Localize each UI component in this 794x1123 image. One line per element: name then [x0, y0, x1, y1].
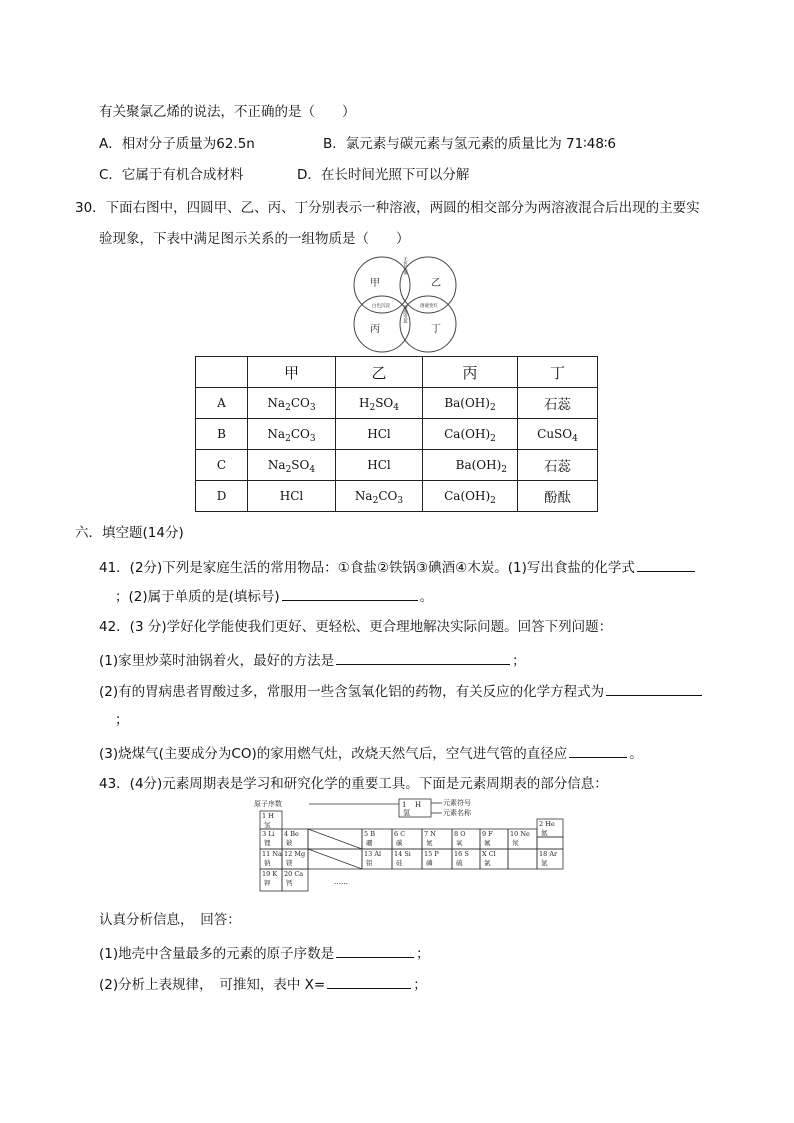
element-cell-ar: 18 Ar — [539, 850, 558, 858]
option-b: B．氯元素与碳元素与氢元素的质量比为 71∶48∶6 — [323, 136, 617, 152]
venn-label-ding: 丁 — [431, 324, 441, 335]
row-label: D — [196, 481, 248, 512]
venn-overlap-bottom: 溶液变蓝 — [402, 305, 408, 323]
element-cell-ca: 20 Ca — [284, 870, 304, 878]
row-label: C — [196, 450, 248, 481]
venn-label-yi: 乙 — [431, 278, 441, 289]
element-cell-s: 16 S — [454, 850, 469, 858]
formula-cell: HCl — [336, 450, 423, 481]
q42-part3: (3)烧煤气(主要成分为CO)的家用燃气灶，改烧天然气后，空气进气管的直径应 。 — [99, 743, 643, 763]
element-cell-na: 11 Na — [262, 850, 282, 858]
element-name-s: 硫 — [456, 859, 463, 867]
element-cell-mg: 12 Mg — [284, 850, 306, 858]
periodic-table-figure — [254, 797, 569, 897]
table-header-row — [196, 357, 598, 388]
element-cell-he: 2 He — [539, 820, 555, 828]
element-cell-n: 7 N — [424, 830, 436, 838]
q43-part2: (2)分析上表规律， 可推知，表中 X= ； — [99, 974, 427, 994]
row-label: A — [196, 388, 248, 419]
venn-overlap-left: 白色沉淀 — [372, 304, 390, 309]
element-name-ne: 氖 — [512, 839, 519, 847]
table-row — [196, 419, 598, 450]
element-name-mg: 镁 — [286, 859, 293, 867]
element-name-c: 碳 — [396, 839, 403, 847]
q42-part2: (2)有的胃病患者胃酸过多，常服用一些含氢氧化铝的药物，有关反应的化学方程式为 — [99, 681, 704, 701]
element-name-k: 钾 — [264, 879, 271, 887]
q42-stem: 42．(3 分)学好化学能使我们更好、更轻松、更合理地解决实际问题。回答下列问题： — [99, 619, 613, 635]
answer-blank[interactable] — [327, 974, 411, 989]
q41-line1: 41．(2分)下列是家庭生活的常用物品：①食盐②铁锅③碘酒④木炭。(1)写出食盐的化学式 — [99, 557, 697, 577]
answer-blank[interactable] — [637, 557, 695, 572]
element-name-b: 硼 — [366, 839, 373, 847]
element-name-ca: 钙 — [286, 879, 293, 887]
option-a: A．相对分子质量为62.5n — [99, 136, 255, 152]
element-cell-p: 15 P — [424, 850, 439, 858]
ellipsis: …… — [334, 878, 348, 886]
row-label: B — [196, 419, 248, 450]
choices-table — [195, 356, 598, 512]
indicator-cell: 石蕊 — [518, 388, 598, 419]
table-header-cell: 乙 — [336, 357, 423, 388]
element-name-p: 磷 — [426, 859, 433, 867]
element-name-he: 氦 — [541, 829, 548, 837]
element-cell-si: 14 Si — [394, 850, 411, 858]
table-row — [196, 388, 598, 419]
element-cell-cl: X Cl — [482, 850, 496, 858]
question-stem: 有关聚氯乙烯的说法，不正确的是（ ） — [99, 104, 356, 120]
answer-blank[interactable] — [282, 586, 418, 601]
q30-line2: 验现象，下表中满足图示关系的一组物质是（ ） — [99, 231, 410, 247]
legend-atomic-number-label: 原子序数 — [254, 800, 282, 808]
venn-diagram — [353, 254, 457, 354]
element-name-be: 铍 — [286, 839, 293, 847]
section-title: 六．填空题(14分) — [75, 525, 184, 541]
venn-label-jia: 甲 — [370, 278, 380, 289]
q42-part2-end: ； — [115, 712, 129, 728]
legend-name-label: 元素名称 — [443, 809, 471, 817]
answer-blank[interactable] — [606, 681, 702, 696]
element-name-f: 氟 — [484, 839, 491, 847]
formula-cell: $Na_2CO_3$ — [248, 388, 336, 419]
element-name-al: 铝 — [366, 859, 373, 867]
formula-cell: $Na_2SO_4$ — [248, 450, 336, 481]
formula-cell: $Ba(OH)_2$ — [423, 388, 518, 419]
formula-cell: $Na_2CO_3$ — [248, 419, 336, 450]
element-cell-o: 8 O — [454, 830, 466, 838]
element-name-na: 钠 — [264, 859, 271, 867]
element-name-n: 氮 — [426, 839, 433, 847]
table-header-cell: 甲 — [248, 357, 336, 388]
formula-cell: $Ca(OH)_2$ — [423, 419, 518, 450]
legend-key-name: 氢 — [403, 809, 410, 817]
q43-stem: 43．(4分)元素周期表是学习和研究化学的重要工具。下面是元素周期表的部分信息： — [99, 776, 608, 792]
element-cell-be: 4 Be — [284, 830, 299, 838]
q43-part1: (1)地壳中含量最多的元素的原子序数是 ； — [99, 943, 430, 963]
formula-cell: HCl — [248, 481, 336, 512]
answer-blank[interactable] — [336, 943, 414, 958]
element-name-ar: 氩 — [541, 859, 548, 867]
legend-symbol-label: 元素符号 — [443, 799, 471, 807]
q41-line2: ；(2)属于单质的是(填标号) 。 — [115, 586, 433, 606]
formula-cell: HCl — [336, 419, 423, 450]
option-d: D．在长时间光照下可以分解 — [297, 167, 470, 183]
q43-note: 认真分析信息， 回答： — [99, 912, 241, 928]
element-cell-h: 1 H — [262, 812, 274, 820]
venn-overlap-top: 无色气体 — [402, 257, 408, 275]
element-cell-c: 6 C — [394, 830, 406, 838]
periodic-table-excerpt — [254, 797, 569, 897]
element-cell-k: 19 K — [262, 870, 278, 878]
element-cell-li: 3 Li — [262, 830, 275, 838]
element-name-h: 氢 — [264, 821, 271, 829]
answer-blank[interactable] — [336, 650, 510, 665]
element-cell-b: 5 B — [364, 830, 375, 838]
venn-label-bing: 丙 — [370, 324, 380, 335]
legend-key-number: 1 — [402, 801, 407, 809]
q42-part1: (1)家里炒菜时油锅着火，最好的方法是 ； — [99, 650, 526, 670]
table-row — [196, 450, 598, 481]
formula-cell: CuSO$_4$ — [518, 419, 598, 450]
formula-cell: $H_2SO_4$ — [336, 388, 423, 419]
formula-cell: $Ca(OH)_2$ — [423, 481, 518, 512]
venn-overlap-right: 溶液变红 — [420, 304, 438, 309]
formula-cell: $Na_2CO_3$ — [336, 481, 423, 512]
element-cell-al: 13 Al — [364, 850, 382, 858]
element-name-cl: 氯 — [484, 859, 491, 867]
table-header-cell: 丁 — [518, 357, 598, 388]
element-cell-ne: 10 Ne — [510, 830, 530, 838]
element-name-li: 锂 — [264, 839, 271, 847]
answer-blank[interactable] — [569, 743, 627, 758]
q30-line1: 30．下面右图中，四圆甲、乙、丙、丁分别表示一种溶液，两圆的相交部分为两溶液混合后出现的主要实 — [75, 200, 700, 216]
element-name-o: 氧 — [456, 839, 463, 847]
formula-cell: $Ba(OH)_2$ — [423, 450, 518, 481]
indicator-cell: 石蕊 — [518, 450, 598, 481]
indicator-cell: 酚酞 — [518, 481, 598, 512]
element-name-si: 硅 — [396, 859, 403, 867]
option-c: C．它属于有机合成材料 — [99, 167, 244, 183]
table-row — [196, 481, 598, 512]
table-header-cell: 丙 — [423, 357, 518, 388]
element-cell-f: 9 F — [482, 830, 493, 838]
table-header-cell — [196, 357, 248, 388]
legend-key-symbol: H — [415, 801, 422, 809]
